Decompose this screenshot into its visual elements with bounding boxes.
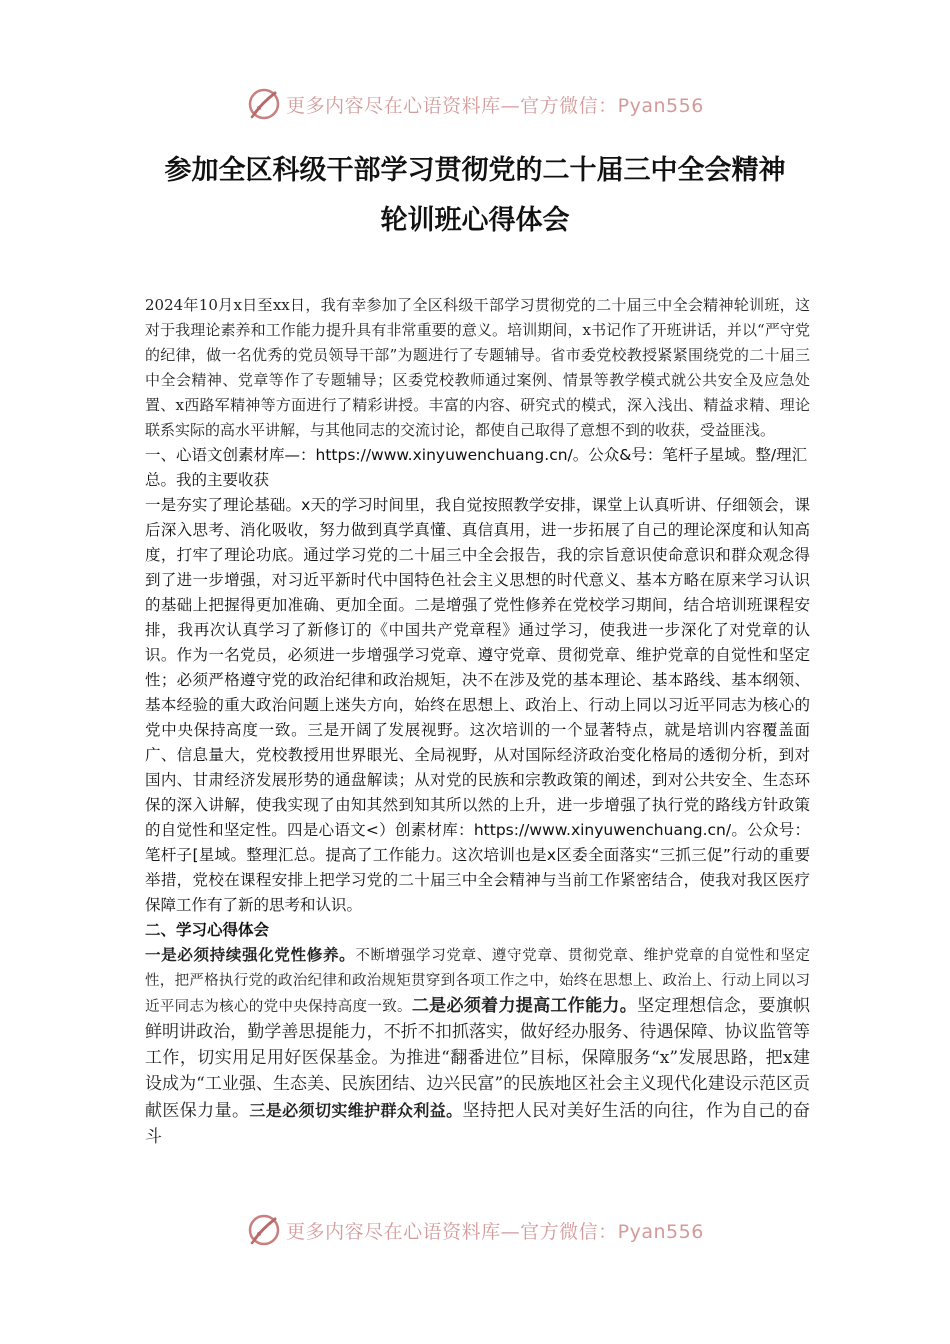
footer-banner [0, 1208, 950, 1252]
point-3-text: 坚持把人民对美好生活的向往，作为自己的奋斗 [145, 1101, 811, 1147]
footer-banner-wechat-id: Pyan556 [617, 1220, 704, 1243]
section-2-point-1 [145, 943, 810, 1151]
brush-pen-logo-icon [246, 86, 282, 122]
section-2-heading-text: 二、学习心得体会 [145, 921, 270, 939]
point-3-bold: 三是必须切实维护群众利益。 [249, 1101, 463, 1120]
title-line-1: 参加全区科级干部学习贯彻党的二十届三中全会精神 [164, 155, 786, 186]
section-1-body: 一是夯实了理论基础。x天的学习时间里，我自觉按照教学安排，课堂上认真听讲、仔细领会，课后深入思考、消化吸收，努力做到真学真懂、真信真用，进一步拓展了自己的理论深度和认知高度，打牢了理论功底。通过学习党的二十届三中全会报告，我的宗旨意识使命意识和群众观念得到了进一步增强，对习近平新时代中国特色社会主义思想的时代意义、基本方略在原来学习认识的基础上把握得更加准确、更加全面。二是增强了党性修养在党校学习期间，结合培训班课程安排，我再次认真学习了新修订的《中国共产党章程》通过学习，使我进一步深化了对党章的认识。作为一名党员，必须进一步增强学习党章、遵守党章、贯彻党章、维护党章的自觉性和坚定性；必须严格遵守党的政治纪律和政治规矩，决不在涉及党的基本理论、基本路线、基本纲领、基本经验的重大政治问题上迷失方向，始终在思想上、政治上、行动上同以习近平同志为核心的党中央保持高度一致。三是开阔了发展视野。这次培训的一个显著特点，就是培训内容覆盖面广、信息量大，党校教授用世界眼光、全局视野，从对国际经济政治变化格局的透彻分析，到对国内、甘肃经济发展形势的通盘解读；从对党的民族和宗教政策的阐述，到对公共安全、生态环保的深入讲解，使我实现了由知其然到知其所以然的上升，进一步增强了执行党的路线方针政策的自觉性和坚定性。四是心语文<）创素材库：https://www.xinyuwenchuang.cn/。公众号：笔杆子[星域。整理汇总。提高了工作能力。这次培训也是x区委全面落实“三抓三促”行动的重要举措，党校在课程安排上把学习党的二十届三中全会精神与当前工作紧密结合，使我对我区医疗保障工作有了新的思考和认识。 [145, 496, 810, 914]
footer-banner-text [286, 1217, 704, 1244]
point-1-bold: 一是必须持续强化党性修养。 [145, 946, 356, 964]
footer-banner-slogan: 更多内容尽在心语资料库—官方微信： [286, 1220, 618, 1243]
point-2-bold: 二是必须着力提高工作能力。 [411, 996, 638, 1016]
banner-slogan: 更多内容尽在心语资料库—官方微信： [286, 94, 618, 117]
section-1-heading: 一、心语文创素材库—：https://www.xinyuwenchuang.cn/。公众&号：笔杆子星域。整/理汇总。我的主要收获 [145, 446, 808, 489]
point-1-text: 不断增强学习党章、遵守党章、贯彻党章、维护党章的自觉性和坚定性，把严格执行党的政治纪律和政治规矩贯穿到各项工作之中，始终在思想上、政治上、行动上同以习近平同志为核心的党中央保持高度一致。 [145, 948, 810, 1015]
point-2-text: 坚定理想信念，要旗帜鲜明讲政治，勤学善思提能力，不折不扣抓落实，做好经办服务、待遇保障、协议监管等工作，切实用足用好医保基金。为推进“翻番进位”目标，保障服务“x”发展思路，把x建设成为“工业强、生态美、民族团结、边兴民富”的民族地区社会主义现代化建设示范区贡献医保力量。 [145, 996, 811, 1121]
section-2-heading [145, 918, 810, 943]
banner-wechat-id: Pyan556 [617, 94, 704, 117]
document-title [0, 146, 950, 246]
document-body [145, 293, 810, 1151]
header-banner [0, 82, 950, 126]
title-line-2: 轮训班心得体会 [380, 205, 570, 236]
intro-paragraph: 2024年10月x日至xx日，我有幸参加了全区科级干部学习贯彻党的二十届三中全会精神轮训班，这对于我理论素养和工作能力提升具有非常重要的意义。培训期间，x书记作了开班讲话，并以“严守党的纪律，做一名优秀的党员领导干部”为题进行了专题辅导。省市委党校教授紧紧围绕党的二十届三中全会精神、党章等作了专题辅导；区委党校教师通过案例、情景等教学模式就公共安全及应急处置、x西路军精神等方面进行了精彩讲授。丰富的内容、研究式的模式，深入浅出、精益求精、理论联系实际的高水平讲解，与其他同志的交流讨论，都使自己取得了意想不到的收获，受益匪浅。 [145, 296, 810, 439]
banner-text [286, 91, 704, 118]
brush-pen-logo-icon [246, 1212, 282, 1248]
